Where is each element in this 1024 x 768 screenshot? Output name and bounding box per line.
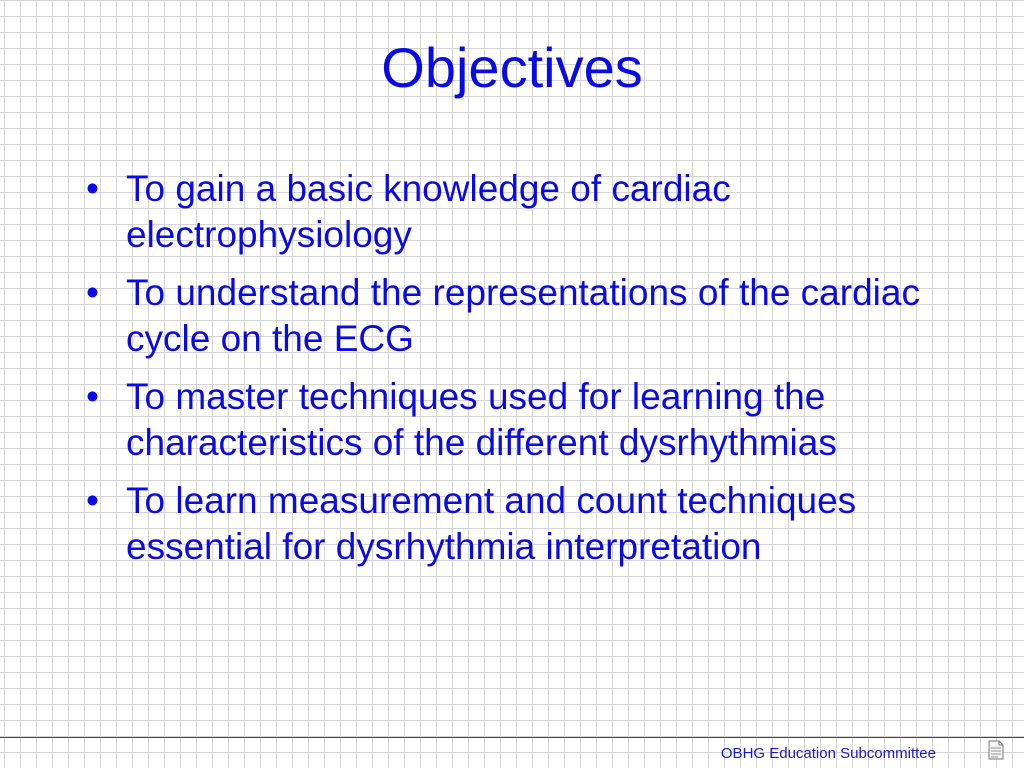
document-icon[interactable] (988, 740, 1004, 760)
bullet-text: To master techniques used for learning the characteristics of the different dysrhythmias (126, 376, 837, 463)
bullet-icon: • (86, 168, 99, 209)
list-item (86, 270, 936, 362)
bullet-text: To learn measurement and count techniques essential for dysrhythmia interpretation (126, 480, 857, 567)
list-item (86, 374, 936, 466)
footer-text: OBHG Education Subcommittee (720, 745, 936, 762)
bullet-icon: • (86, 480, 99, 521)
list-item (86, 166, 936, 258)
bullet-icon: • (86, 376, 99, 417)
list-item (86, 478, 936, 570)
slide-title: Objectives (381, 36, 643, 99)
bullet-text: To understand the representations of the cardiac cycle on the ECG (126, 272, 920, 359)
objectives-list (86, 166, 936, 582)
footer-divider (0, 737, 1024, 738)
bullet-text: To gain a basic knowledge of cardiac electrophysiology (126, 168, 731, 255)
bullet-icon: • (86, 272, 99, 313)
